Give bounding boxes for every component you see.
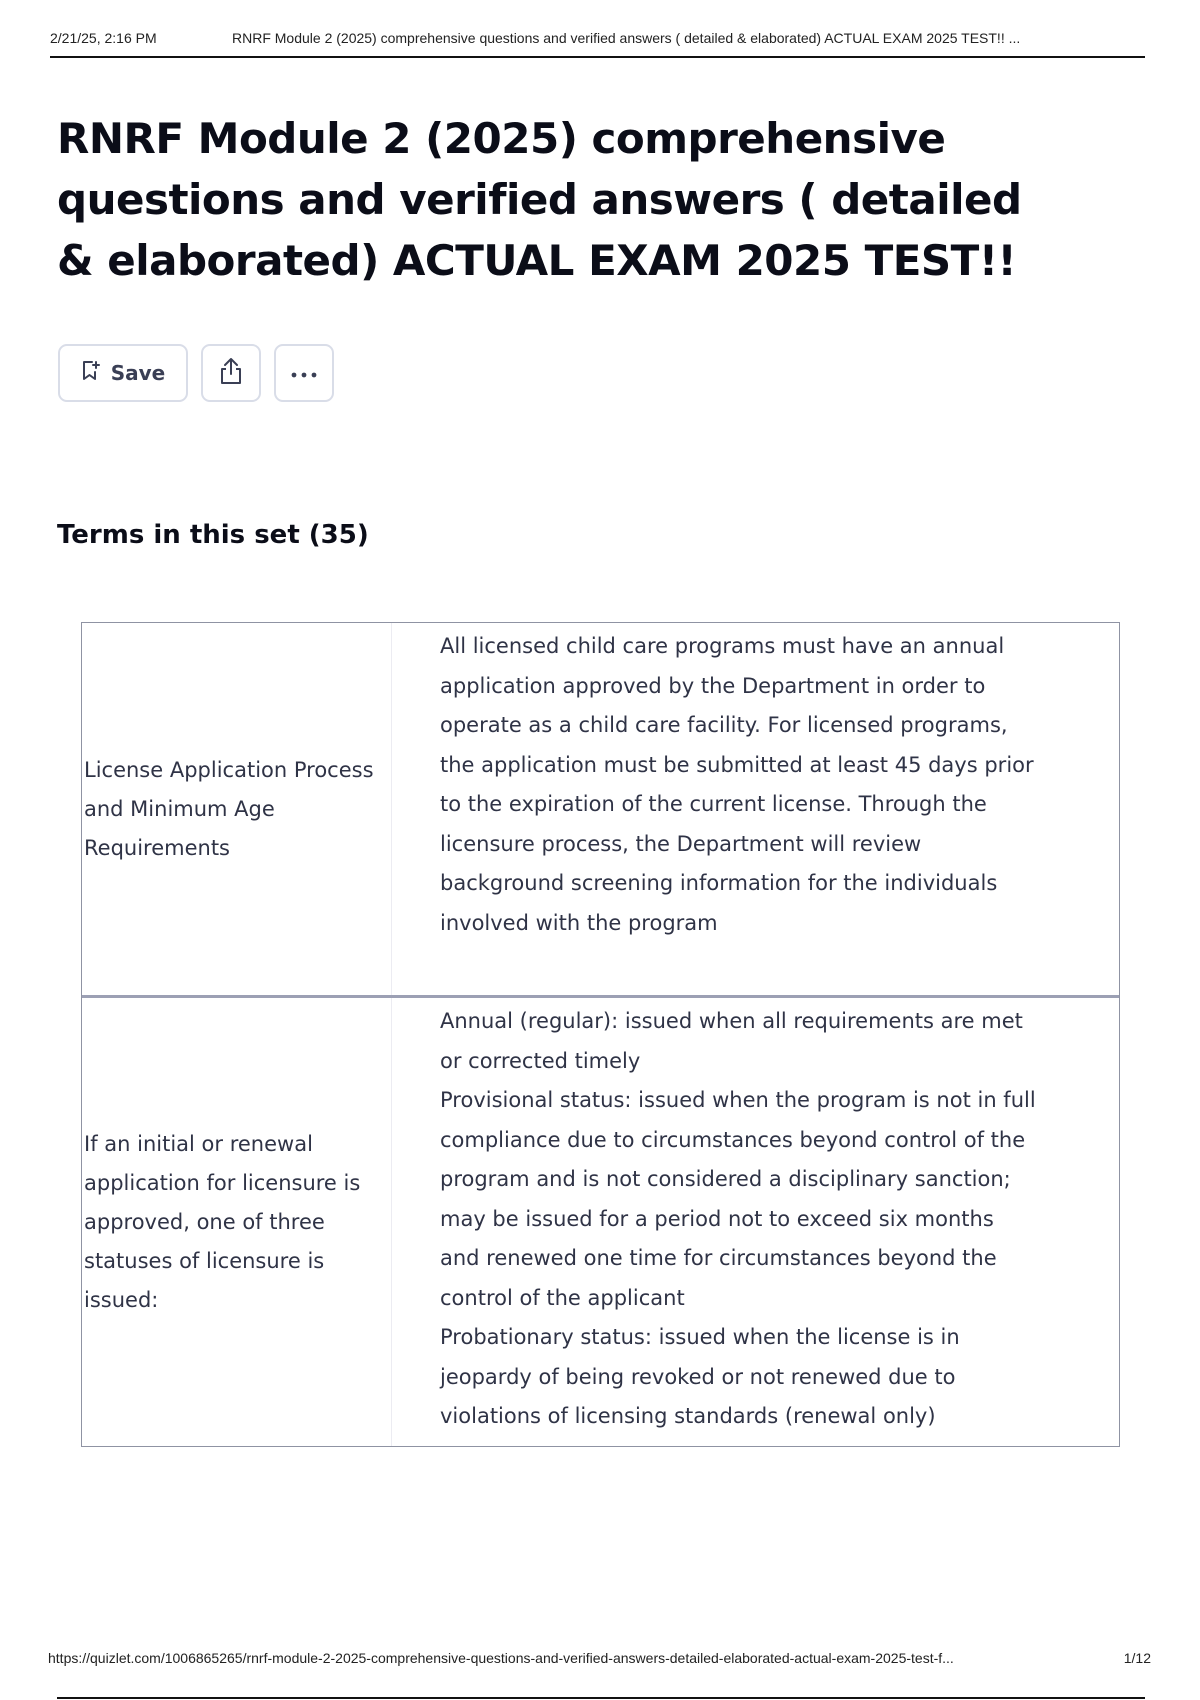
more-options-button[interactable] — [274, 344, 334, 402]
term-word: If an initial or renewal application for licensure is approved, one of three statuses of licensure is issued: — [82, 998, 392, 1446]
save-button[interactable] — [58, 344, 188, 402]
term-definition: All licensed child care programs must have an annual application approved by the Department in order to operate as a child care facility. For licensed programs, the application must be submitted at least 45 days prior to the expiration of the current license. Through the licensure process, the Department will review background screening information for the individuals involved with the program — [440, 634, 1034, 935]
footer-divider — [57, 1697, 1145, 1699]
share-button[interactable] — [201, 344, 261, 402]
print-header — [50, 28, 1145, 58]
page-title: RNRF Module 2 (2025) comprehensive questions and verified answers ( detailed & elaborated) ACTUAL EXAM 2025 TEST!! — [57, 114, 1022, 285]
terms-list — [81, 622, 1120, 1447]
bookmark-icon — [81, 360, 101, 387]
terms-heading: Terms in this set (35) — [57, 520, 369, 550]
share-icon — [217, 356, 245, 390]
save-button-label: Save — [110, 361, 166, 385]
term-word: License Application Process and Minimum Age Requirements — [82, 623, 392, 995]
term-row — [82, 995, 1119, 1446]
print-url: https://quizlet.com/1006865265/rnrf-module-2-2025-comprehensive-questions-and-verified-answers-detailed-elaborated-actual-exam-2025-test-f... — [48, 1650, 954, 1666]
print-page-number: 1/12 — [1123, 1650, 1151, 1666]
more-icon — [290, 364, 318, 383]
print-document-title: RNRF Module 2 (2025) comprehensive questions and verified answers ( detailed & elaborated) ACTUAL EXAM 2025 TEST!! ... — [232, 30, 1021, 46]
term-row — [82, 623, 1119, 995]
term-definition: Annual (regular): issued when all requirements are met or corrected timely Provisional status: issued when the program is not in full compliance due to circumstances beyond control of the program and is not considered a disciplinary sanction; may be issued for a period not to exceed six months and renewed one time for circumstances beyond the control of the applicant Probationary status: issued when the license is in jeopardy of being revoked or not renewed due to violations of licensing standards (renewal only) — [440, 1009, 1036, 1428]
print-datetime: 2/21/25, 2:16 PM — [50, 30, 157, 46]
